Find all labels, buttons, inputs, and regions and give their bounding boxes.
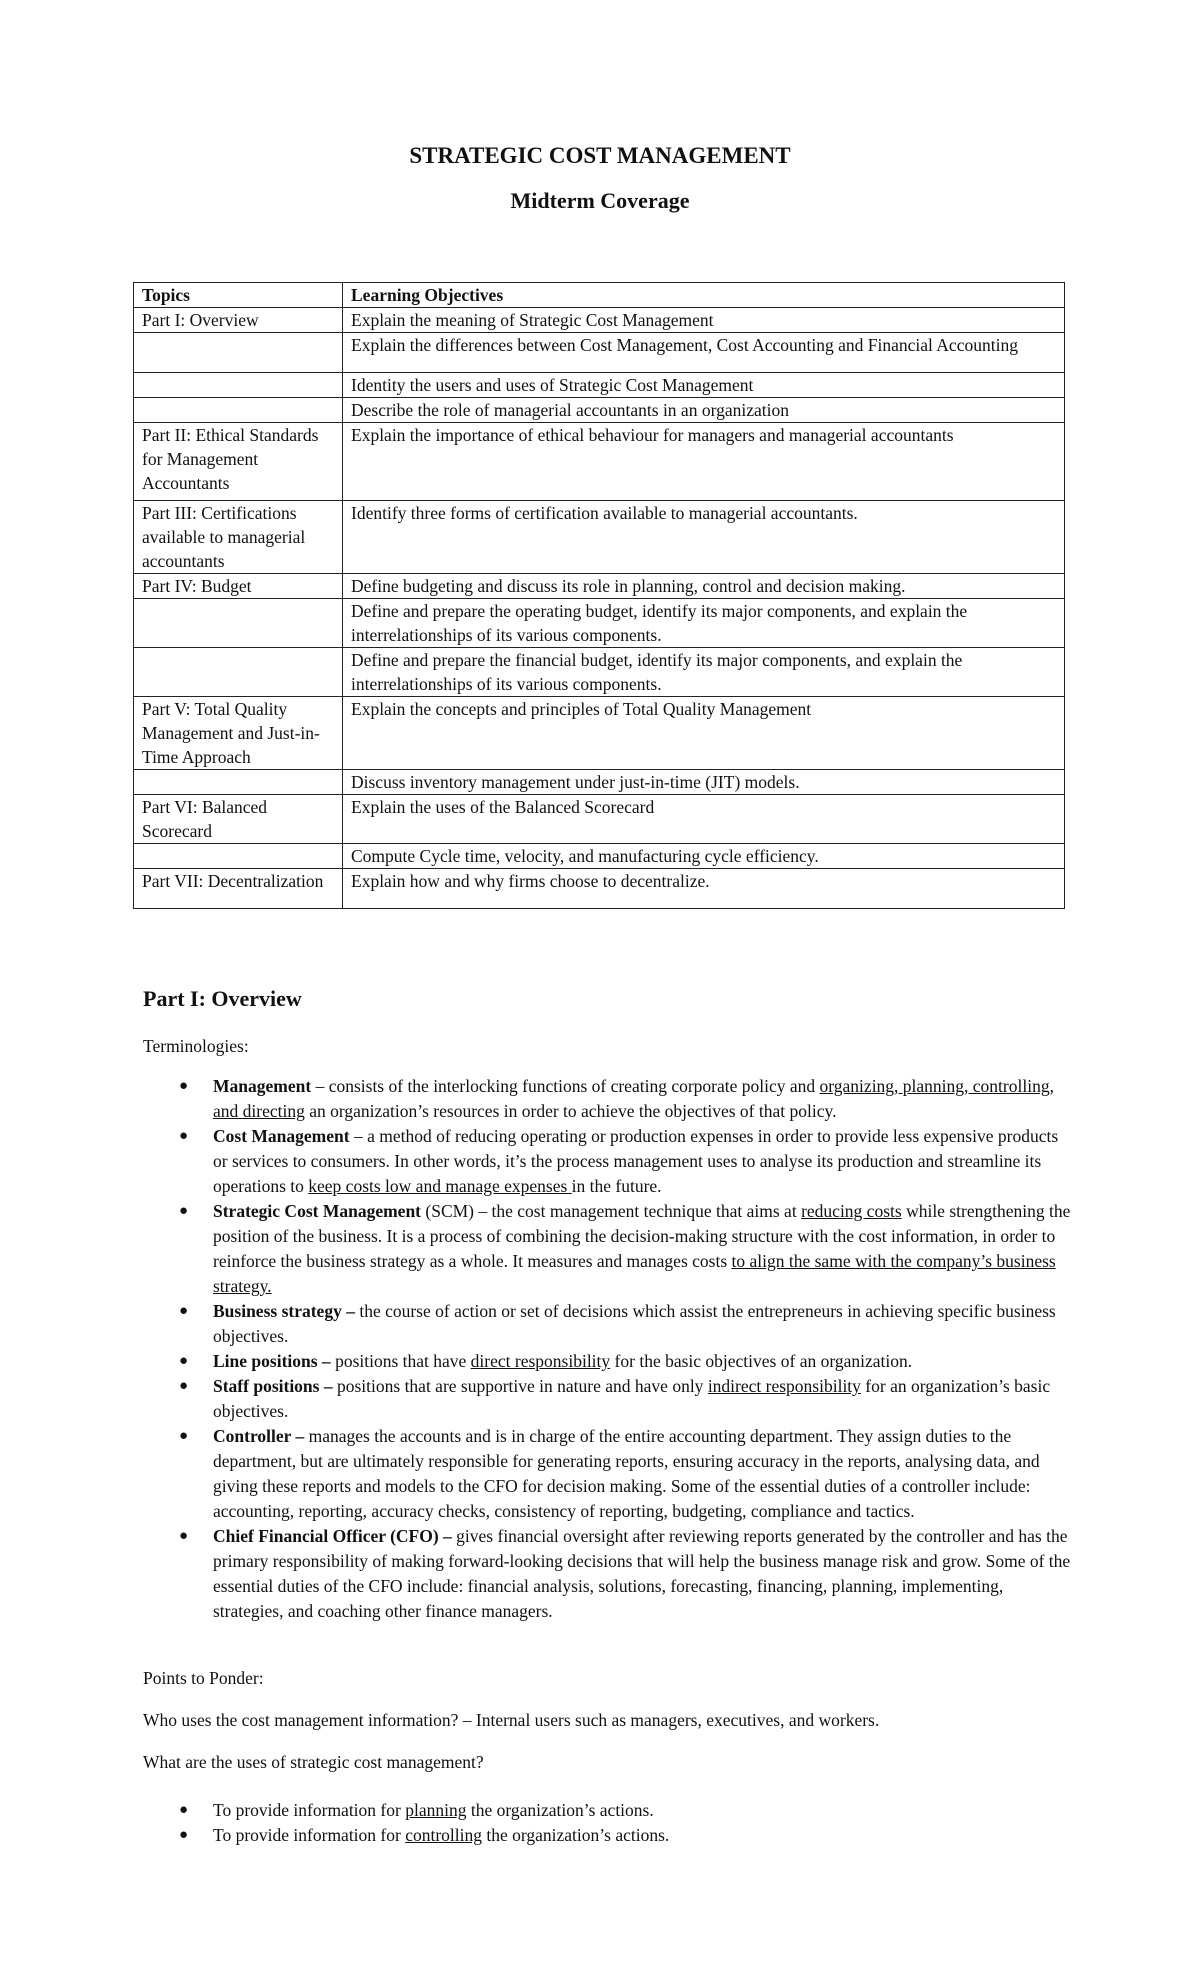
term-separator: – [349,1126,368,1146]
term-name: Management [213,1076,312,1096]
topic-cell: Part V: Total Quality Management and Just-in-Time Approach [134,697,343,770]
bullet-icon: ● [179,1802,189,1818]
definition-text: while strengthening the position of the business. It is a process of combining the decision-making structure with the cost information, in order to reinforce the business strategy as a whole. It measures and manages costs [213,1201,1071,1271]
underlined-phrase: indirect responsibility [707,1376,861,1396]
header-learning-objectives: Learning Objectives [343,283,1065,308]
list-item [143,1074,1075,1124]
list-item [143,1524,1075,1624]
definition-text: positions that are supportive in nature and have only [336,1376,708,1396]
list-item [143,1823,1075,1848]
topic-cell: Part VII: Decentralization [134,869,343,909]
list-item [143,1124,1075,1199]
objective-cell: Identity the users and uses of Strategic Cost Management [343,373,1065,398]
underlined-phrase: organizing, planning, controlling, and directing [213,1076,1054,1121]
table-row [134,398,1065,423]
topic-cell [134,373,343,398]
underlined-phrase: planning [405,1800,467,1820]
topic-cell [134,648,343,697]
question-users: Who uses the cost management information? – Internal users such as managers, executives, and workers. [143,1710,880,1730]
list-item [143,1349,1075,1374]
document-subtitle: Midterm Coverage [510,188,690,213]
table-row [134,423,1065,501]
definition-text: the organization’s actions. [482,1825,670,1845]
terminologies-label: Terminologies: [143,1036,249,1056]
bullet-icon: ● [179,1528,189,1544]
definition-text: for an organization’s basic objectives. [213,1376,1051,1421]
terminology-list [143,1074,1075,1624]
objective-cell: Define and prepare the financial budget, identify its major components, and explain the interrelationships of its various components. [343,648,1065,697]
header-topics: Topics [134,283,343,308]
bullet-icon: ● [179,1378,189,1394]
topic-cell [134,844,343,869]
bullet-icon: ● [179,1303,189,1319]
list-item [143,1199,1075,1299]
definition-text: the course of action or set of decisions which assist the entrepreneurs in achieving specific business objectives. [213,1301,1056,1346]
table-row [134,599,1065,648]
definition-text: in the future. [571,1176,662,1196]
definition-text: gives financial oversight after reviewing reports generated by the controller and has the primary responsibility of making forward-looking decisions that will help the business manage risk and grow. Some of the essential duties of the CFO include: financial analysis, solutions, forecasting, financing, planning, implementing, strategies, and coaching other finance managers. [213,1526,1071,1621]
table-row [134,308,1065,333]
bullet-icon: ● [179,1128,189,1144]
topic-cell [134,770,343,795]
objective-cell: Explain the importance of ethical behaviour for managers and managerial accountants [343,423,1065,501]
table-row [134,795,1065,844]
objective-cell: Explain the differences between Cost Management, Cost Accounting and Financial Accounting [343,333,1065,373]
definition-text: an organization’s resources in order to achieve the objectives of that policy. [304,1101,837,1121]
objective-cell: Define budgeting and discuss its role in planning, control and decision making. [343,574,1065,599]
topic-cell: Part VI: Balanced Scorecard [134,795,343,844]
definition-text: the organization’s actions. [466,1800,654,1820]
definition-text: for the basic objectives of an organization. [610,1351,913,1371]
term-name: Cost Management [213,1126,350,1146]
table-row [134,770,1065,795]
table-row [134,648,1065,697]
bullet-icon: ● [179,1353,189,1369]
list-item [143,1798,1075,1823]
table-row [134,869,1065,909]
topic-cell: Part II: Ethical Standards for Management Accountants [134,423,343,501]
bullet-icon: ● [179,1827,189,1843]
definition-text: To provide information for [213,1800,406,1820]
term-separator: – [311,1076,329,1096]
list-item [143,1374,1075,1424]
topic-cell: Part III: Certifications available to managerial accountants [134,501,343,574]
underlined-phrase: to align the same with the company’s business strategy. [213,1251,1056,1296]
definition-text: manages the accounts and is in charge of the entire accounting department. They assign duties to the department, but are ultimately responsible for generating reports, ensuring accuracy in the reports, analysing data, and giving these reports and models to the CFO for decision making. Some of the essential duties of a controller include: accounting, reporting, accuracy checks, consistency of reporting, budgeting, compliance and tactics. [213,1426,1040,1521]
objective-cell: Discuss inventory management under just-in-time (JIT) models. [343,770,1065,795]
question-uses: What are the uses of strategic cost management? [143,1752,484,1772]
underlined-phrase: reducing costs [801,1201,902,1221]
term-name: Strategic Cost Management [213,1201,422,1221]
topic-cell: Part IV: Budget [134,574,343,599]
table-row [134,333,1065,373]
topic-cell [134,398,343,423]
objective-cell: Explain the meaning of Strategic Cost Management [343,308,1065,333]
topic-cell: Part I: Overview [134,308,343,333]
section-heading: Part I: Overview [143,986,302,1011]
bullet-icon: ● [179,1428,189,1444]
uses-list [143,1798,1075,1848]
table-header-row [134,283,1065,308]
underlined-phrase: controlling [405,1825,482,1845]
objective-cell: Describe the role of managerial accountants in an organization [343,398,1065,423]
table-row [134,574,1065,599]
table-row [134,844,1065,869]
term-separator: (SCM) – [421,1201,492,1221]
bullet-icon: ● [179,1203,189,1219]
term-name: Business strategy – [213,1301,355,1321]
definition-text: consists of the interlocking functions of creating corporate policy and [328,1076,820,1096]
underlined-phrase: keep costs low and manage expenses [308,1176,572,1196]
term-name: Staff positions – [213,1376,333,1396]
points-to-ponder-label: Points to Ponder: [143,1668,264,1688]
objective-cell: Compute Cycle time, velocity, and manufacturing cycle efficiency. [343,844,1065,869]
objective-cell: Identify three forms of certification available to managerial accountants. [343,501,1065,574]
list-item [143,1424,1075,1524]
coverage-table [133,282,1065,909]
topic-cell [134,333,343,373]
objective-cell: Explain how and why firms choose to decentralize. [343,869,1065,909]
term-name: Line positions – [213,1351,331,1371]
definition-text: To provide information for [213,1825,406,1845]
topic-cell [134,599,343,648]
definition-text: the cost management technique that aims at [491,1201,802,1221]
bullet-icon: ● [179,1078,189,1094]
table-row [134,501,1065,574]
table-row [134,697,1065,770]
underlined-phrase: direct responsibility [470,1351,611,1371]
objective-cell: Define and prepare the operating budget, identify its major components, and explain the interrelationships of its various components. [343,599,1065,648]
document-title: STRATEGIC COST MANAGEMENT [409,143,791,168]
term-name: Chief Financial Officer (CFO) – [213,1526,452,1546]
definition-text: positions that have [335,1351,471,1371]
table-row [134,373,1065,398]
term-name: Controller – [213,1426,305,1446]
definition-text: a method of reducing operating or production expenses in order to provide less expensive products or services to consumers. In other words, it’s the process management uses to analyse its production and streamline its operations to [213,1126,1059,1196]
objective-cell: Explain the uses of the Balanced Scorecard [343,795,1065,844]
objective-cell: Explain the concepts and principles of Total Quality Management [343,697,1065,770]
list-item [143,1299,1075,1349]
